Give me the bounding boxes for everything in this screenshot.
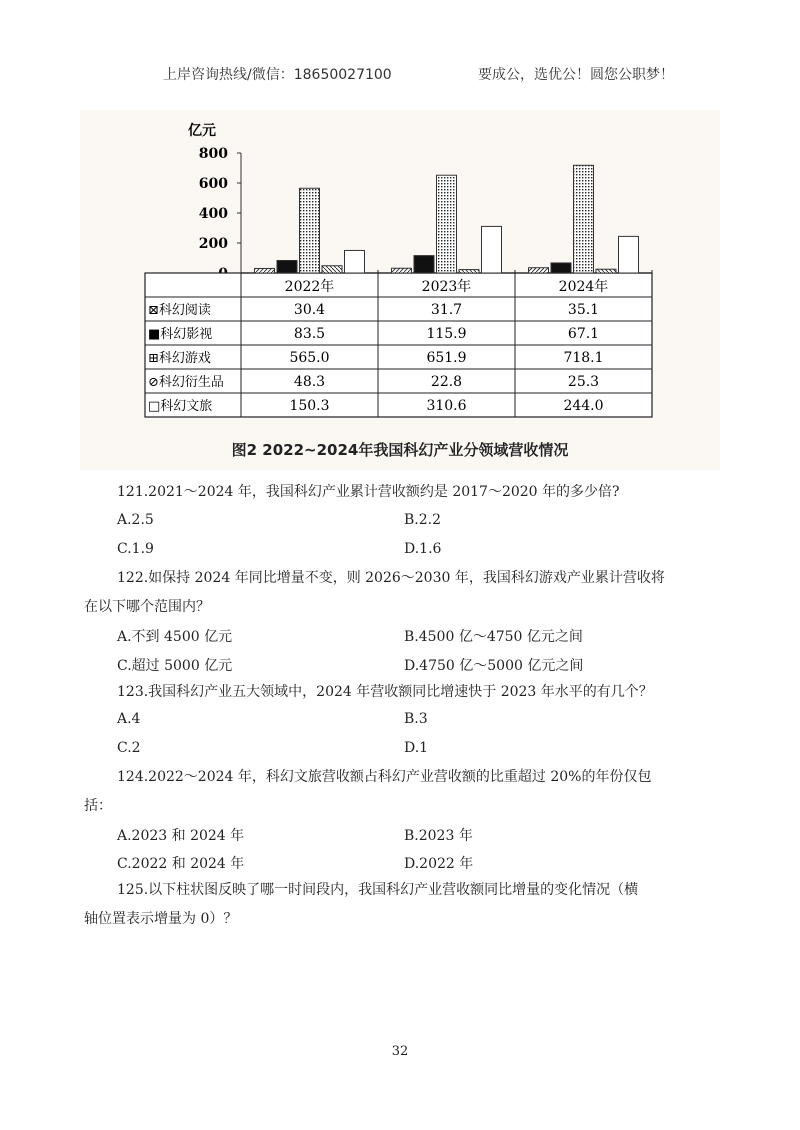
option-124-c[interactable]: C.2022 和 2024 年	[117, 856, 245, 872]
option-121-a[interactable]: A.2.5	[117, 512, 154, 528]
bar	[277, 260, 297, 273]
option-121-c[interactable]: C.1.9	[117, 541, 154, 557]
y-tick-label: 600	[198, 176, 228, 192]
category-label: 2022年	[284, 279, 335, 295]
question-122-cont: 在以下哪个范围内？	[84, 599, 210, 615]
data-label: 565.0	[289, 350, 330, 366]
question-122: 122.如保持 2024 年同比增量不变，则 2026～2030 年，我国科幻游戏产业累计营收将	[117, 570, 665, 586]
category-label: 2023年	[421, 279, 472, 295]
header-slogan: 要成公，选优公！圆您公职梦！	[478, 67, 674, 83]
data-label: 67.1	[567, 326, 600, 342]
option-123-a[interactable]: A.4	[117, 711, 141, 727]
bar	[345, 250, 365, 273]
bar	[482, 226, 502, 273]
y-axis-label: 亿元	[188, 123, 216, 139]
option-122-c[interactable]: C.超过 5000 亿元	[117, 658, 233, 674]
question-124: 124.2022～2024 年，科幻文旅营收额占科幻产业营收额的比重超过 20%的年份仅包	[117, 769, 652, 785]
bar	[437, 175, 457, 273]
question-123: 123.我国科幻产业五大领域中，2024 年营收额同比增速快于 2023 年水平的有几个？	[117, 684, 653, 700]
data-label: 25.3	[567, 374, 600, 390]
bar	[596, 269, 616, 273]
bar	[392, 268, 412, 273]
y-tick-label: 800	[198, 146, 228, 162]
data-label: 718.1	[563, 350, 604, 366]
legend-entry: ■科幻影视	[148, 327, 213, 342]
question-124-cont: 括：	[84, 798, 112, 814]
option-123-b[interactable]: B.3	[404, 711, 428, 727]
option-121-b[interactable]: B.2.2	[404, 512, 442, 528]
data-label: 30.4	[293, 302, 326, 318]
bar	[459, 270, 479, 273]
bar	[255, 268, 275, 273]
data-label: 150.3	[289, 398, 330, 414]
bar	[574, 165, 594, 273]
option-124-b[interactable]: B.2023 年	[404, 828, 473, 844]
bar	[529, 268, 549, 273]
data-label: 31.7	[430, 302, 463, 318]
category-label: 2024年	[558, 279, 609, 295]
page-number: 32	[391, 1044, 409, 1059]
option-124-a[interactable]: A.2023 和 2024 年	[117, 828, 245, 844]
data-label: 651.9	[426, 350, 467, 366]
data-label: 310.6	[426, 398, 467, 414]
bar	[414, 256, 434, 273]
option-124-d[interactable]: D.2022 年	[404, 856, 474, 872]
question-121: 121.2021～2024 年，我国科幻产业累计营收额约是 2017～2020 年的多少倍?	[117, 484, 620, 500]
question-125: 125.以下柱状图反映了哪一时间段内，我国科幻产业营收额同比增量的变化情况（横	[117, 882, 639, 898]
option-121-d[interactable]: D.1.6	[404, 541, 442, 557]
y-tick-label: 400	[198, 206, 228, 222]
legend-entry: ⊠科幻阅读	[148, 303, 211, 318]
data-label: 22.8	[430, 374, 463, 390]
bar	[551, 263, 571, 273]
bar	[619, 236, 639, 273]
header-hotline: 上岸咨询热线/微信：18650027100	[163, 67, 392, 83]
data-label: 35.1	[567, 302, 600, 318]
data-label: 83.5	[293, 326, 326, 342]
data-label: 115.9	[426, 326, 467, 342]
bar	[322, 266, 342, 273]
question-125-cont: 轴位置表示增量为 0）？	[84, 911, 238, 927]
bar	[300, 188, 320, 273]
option-123-c[interactable]: C.2	[117, 740, 141, 756]
option-123-d[interactable]: D.1	[404, 740, 429, 756]
option-122-d[interactable]: D.4750 亿～5000 亿元之间	[404, 658, 584, 674]
legend-entry: ⊘科幻衍生品	[148, 375, 224, 390]
data-label: 244.0	[563, 398, 604, 414]
y-tick-label: 200	[198, 236, 228, 252]
data-label: 48.3	[293, 374, 326, 390]
legend-entry: ⊞科幻游戏	[148, 351, 211, 366]
figure-title: 图2 2022~2024年我国科幻产业分领域营收情况	[231, 441, 569, 459]
legend-entry: □科幻文旅	[148, 399, 213, 414]
bar-chart	[0, 0, 800, 480]
option-122-b[interactable]: B.4500 亿～4750 亿元之间	[404, 629, 583, 645]
option-122-a[interactable]: A.不到 4500 亿元	[117, 629, 233, 645]
